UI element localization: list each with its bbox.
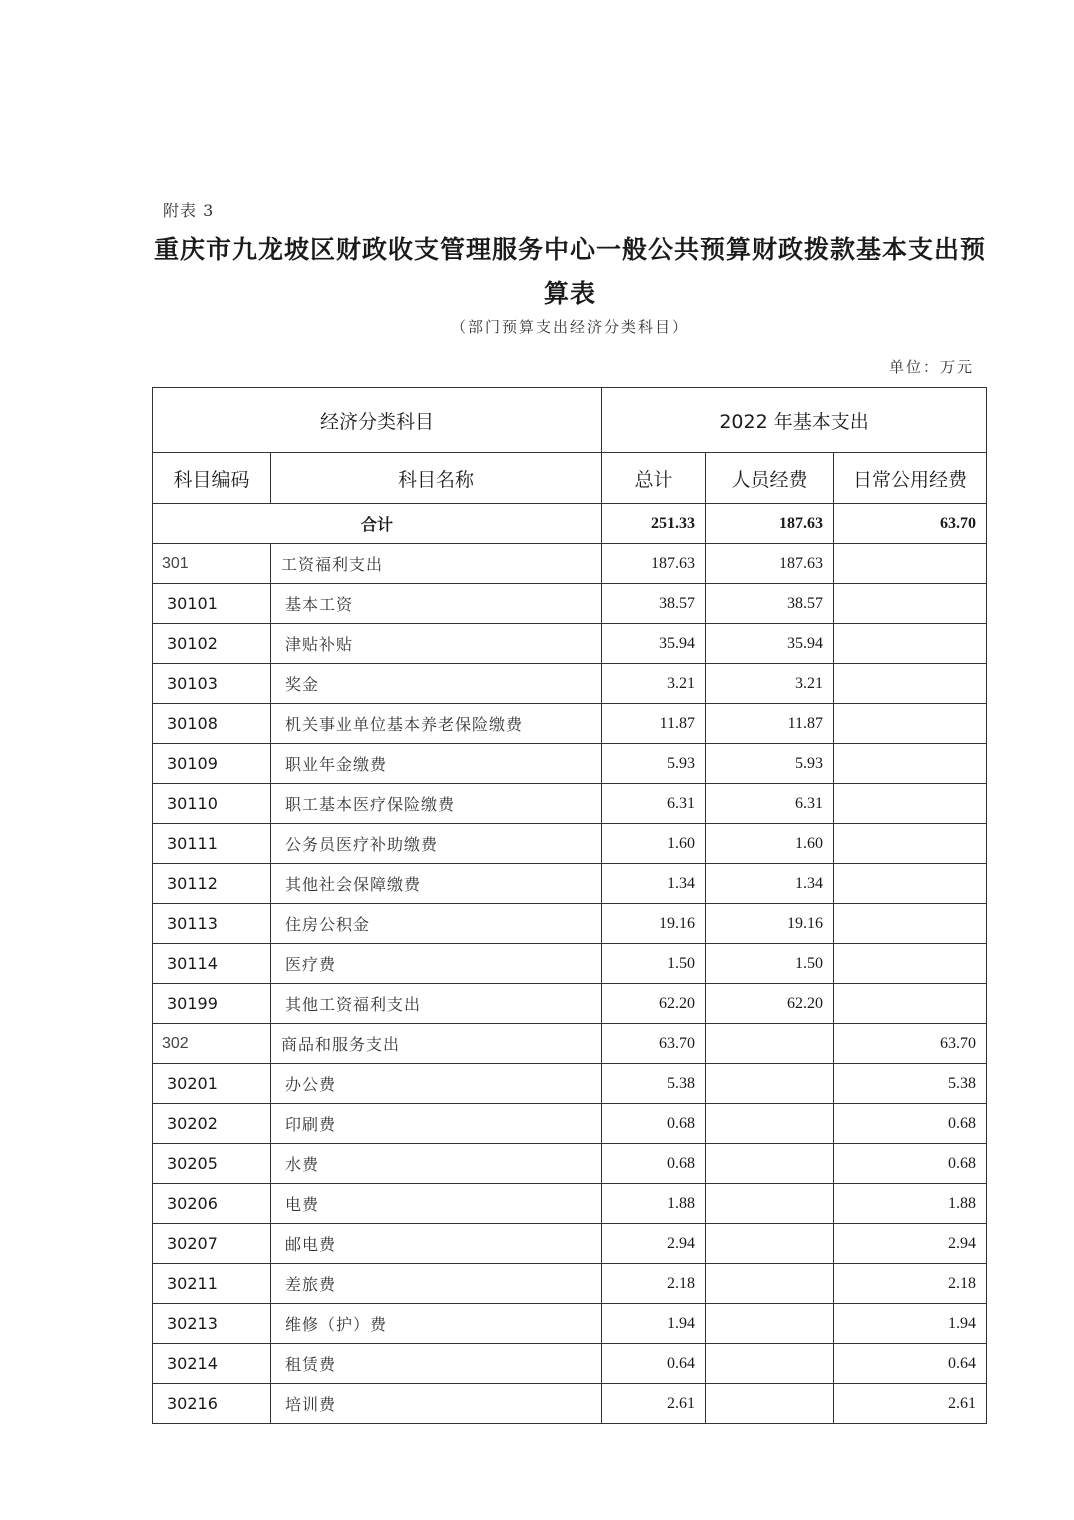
row-public (834, 824, 987, 864)
row-code: 301 (153, 544, 271, 584)
row-name: 住房公积金 (271, 904, 602, 944)
row-total: 0.68 (602, 1144, 706, 1184)
total-label: 合计 (153, 504, 602, 544)
row-personnel: 11.87 (706, 704, 834, 744)
row-personnel: 38.57 (706, 584, 834, 624)
row-public (834, 624, 987, 664)
row-public: 2.61 (834, 1384, 987, 1424)
row-code: 30214 (153, 1344, 271, 1384)
row-total: 1.34 (602, 864, 706, 904)
row-total: 1.88 (602, 1184, 706, 1224)
page-subtitle: （部门预算支出经济分类科目） (450, 318, 689, 336)
row-total: 5.38 (602, 1064, 706, 1104)
row-total: 6.31 (602, 784, 706, 824)
row-public: 1.94 (834, 1304, 987, 1344)
group-header-classification: 经济分类科目 (153, 388, 602, 453)
row-name: 印刷费 (271, 1104, 602, 1144)
row-code: 30211 (153, 1264, 271, 1304)
row-personnel (706, 1144, 834, 1184)
attachment-label: 附表 3 (163, 201, 215, 220)
row-personnel (706, 1104, 834, 1144)
column-header-row (153, 453, 987, 504)
title-line-1: 重庆市九龙坡区财政收支管理服务中心一般公共预算财政拨款基本支出预 (153, 235, 986, 264)
row-public (834, 904, 987, 944)
row-code: 30101 (153, 584, 271, 624)
total-public: 63.70 (834, 504, 987, 544)
row-public (834, 744, 987, 784)
row-code: 30113 (153, 904, 271, 944)
row-personnel (706, 1304, 834, 1344)
row-name: 办公费 (271, 1064, 602, 1104)
row-total: 38.57 (602, 584, 706, 624)
row-name: 公务员医疗补助缴费 (271, 824, 602, 864)
row-code: 30109 (153, 744, 271, 784)
table-row (153, 744, 987, 784)
row-total: 1.94 (602, 1304, 706, 1344)
table-row (153, 1144, 987, 1184)
row-personnel: 19.16 (706, 904, 834, 944)
row-code: 30112 (153, 864, 271, 904)
table-row (153, 864, 987, 904)
table-row (153, 704, 987, 744)
row-code: 30202 (153, 1104, 271, 1144)
row-code: 302 (153, 1024, 271, 1064)
row-name: 差旅费 (271, 1264, 602, 1304)
row-public (834, 544, 987, 584)
row-total: 62.20 (602, 984, 706, 1024)
row-personnel (706, 1344, 834, 1384)
row-total: 0.64 (602, 1344, 706, 1384)
row-code: 30213 (153, 1304, 271, 1344)
row-name: 培训费 (271, 1384, 602, 1424)
row-public: 0.64 (834, 1344, 987, 1384)
table-row (153, 1304, 987, 1344)
row-public (834, 704, 987, 744)
row-personnel: 62.20 (706, 984, 834, 1024)
row-code: 30114 (153, 944, 271, 984)
page-title (150, 228, 990, 316)
row-public (834, 584, 987, 624)
row-public: 2.94 (834, 1224, 987, 1264)
row-personnel (706, 1064, 834, 1104)
table-row (153, 1184, 987, 1224)
row-name: 机关事业单位基本养老保险缴费 (271, 704, 602, 744)
row-name: 基本工资 (271, 584, 602, 624)
row-total: 187.63 (602, 544, 706, 584)
row-code: 30201 (153, 1064, 271, 1104)
total-total: 251.33 (602, 504, 706, 544)
row-personnel (706, 1224, 834, 1264)
row-name: 租赁费 (271, 1344, 602, 1384)
row-code: 30207 (153, 1224, 271, 1264)
row-personnel: 5.93 (706, 744, 834, 784)
row-public (834, 664, 987, 704)
table-row (153, 1064, 987, 1104)
table-row (153, 1024, 987, 1064)
group-header-basic-expenditure: 2022 年基本支出 (602, 388, 987, 453)
row-total: 0.68 (602, 1104, 706, 1144)
group-header-row (153, 388, 987, 453)
table-row (153, 904, 987, 944)
row-name: 其他社会保障缴费 (271, 864, 602, 904)
row-name: 医疗费 (271, 944, 602, 984)
row-personnel: 187.63 (706, 544, 834, 584)
table-row (153, 584, 987, 624)
row-public (834, 944, 987, 984)
row-total: 11.87 (602, 704, 706, 744)
table-row (153, 944, 987, 984)
row-code: 30205 (153, 1144, 271, 1184)
row-public: 63.70 (834, 1024, 987, 1064)
table-row (153, 1104, 987, 1144)
row-public: 0.68 (834, 1144, 987, 1184)
table-row (153, 664, 987, 704)
row-name: 职工基本医疗保险缴费 (271, 784, 602, 824)
row-code: 30199 (153, 984, 271, 1024)
table-row (153, 624, 987, 664)
row-total: 5.93 (602, 744, 706, 784)
row-code: 30206 (153, 1184, 271, 1224)
row-name: 职业年金缴费 (271, 744, 602, 784)
row-total: 3.21 (602, 664, 706, 704)
row-public: 1.88 (834, 1184, 987, 1224)
unit-label: 单位：万元 (888, 358, 974, 376)
table-row (153, 1264, 987, 1304)
row-public (834, 784, 987, 824)
table-row (153, 784, 987, 824)
column-header-public: 日常公用经费 (834, 453, 987, 504)
row-personnel: 1.50 (706, 944, 834, 984)
total-personnel: 187.63 (706, 504, 834, 544)
row-code: 30216 (153, 1384, 271, 1424)
row-total: 1.50 (602, 944, 706, 984)
row-public: 0.68 (834, 1104, 987, 1144)
row-name: 维修（护）费 (271, 1304, 602, 1344)
budget-table (152, 387, 987, 1424)
row-personnel: 3.21 (706, 664, 834, 704)
row-total: 1.60 (602, 824, 706, 864)
row-personnel: 35.94 (706, 624, 834, 664)
column-header-name: 科目名称 (271, 453, 602, 504)
row-public (834, 864, 987, 904)
row-personnel: 1.34 (706, 864, 834, 904)
row-public: 5.38 (834, 1064, 987, 1104)
row-public (834, 984, 987, 1024)
table-row (153, 824, 987, 864)
total-row (153, 504, 987, 544)
row-total: 2.61 (602, 1384, 706, 1424)
row-code: 30102 (153, 624, 271, 664)
table-row (153, 984, 987, 1024)
row-name: 工资福利支出 (271, 544, 602, 584)
row-code: 30110 (153, 784, 271, 824)
title-line-2: 算表 (543, 279, 596, 308)
row-personnel: 1.60 (706, 824, 834, 864)
row-public: 2.18 (834, 1264, 987, 1304)
column-header-total: 总计 (602, 453, 706, 504)
row-name: 邮电费 (271, 1224, 602, 1264)
row-code: 30103 (153, 664, 271, 704)
table-row (153, 1344, 987, 1384)
row-total: 2.18 (602, 1264, 706, 1304)
row-total: 35.94 (602, 624, 706, 664)
row-personnel (706, 1184, 834, 1224)
row-name: 其他工资福利支出 (271, 984, 602, 1024)
row-name: 奖金 (271, 664, 602, 704)
row-name: 水费 (271, 1144, 602, 1184)
row-personnel (706, 1024, 834, 1064)
row-personnel (706, 1384, 834, 1424)
table-row (153, 544, 987, 584)
row-personnel: 6.31 (706, 784, 834, 824)
table-row (153, 1384, 987, 1424)
column-header-code: 科目编码 (153, 453, 271, 504)
row-code: 30111 (153, 824, 271, 864)
row-code: 30108 (153, 704, 271, 744)
row-name: 商品和服务支出 (271, 1024, 602, 1064)
row-total: 63.70 (602, 1024, 706, 1064)
table-row (153, 1224, 987, 1264)
row-name: 电费 (271, 1184, 602, 1224)
row-name: 津贴补贴 (271, 624, 602, 664)
column-header-personnel: 人员经费 (706, 453, 834, 504)
row-personnel (706, 1264, 834, 1304)
row-total: 19.16 (602, 904, 706, 944)
row-total: 2.94 (602, 1224, 706, 1264)
